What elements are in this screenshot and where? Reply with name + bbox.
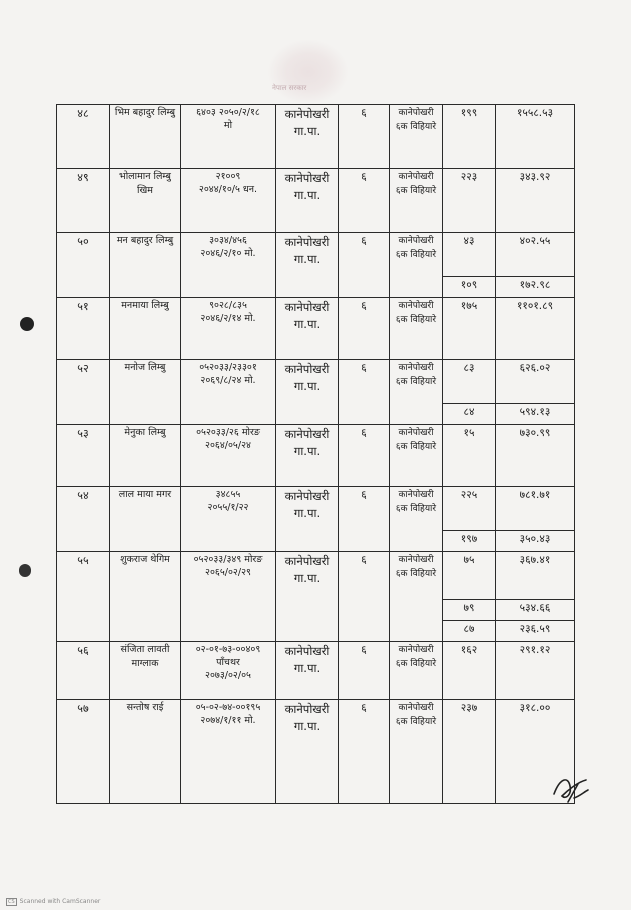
table-row — [57, 233, 575, 277]
location-line: कानेपोखरी — [398, 108, 434, 118]
owner-name-cell: शुकराज थेगिम — [110, 552, 181, 642]
citizenship-cell — [181, 233, 276, 298]
camscanner-badge: CS — [8, 899, 15, 905]
area-cell: १७२.९८ — [496, 277, 575, 298]
location-cell — [390, 233, 443, 298]
citizenship-line: २०६५/०२/२९ — [205, 567, 251, 578]
serial-number-cell: ४९ — [57, 169, 110, 233]
municipality-line: कानेपोखरी — [284, 702, 330, 716]
serial-number-cell: ५६ — [57, 642, 110, 700]
ward-cell: ६ — [339, 233, 390, 298]
parcel-number-cell: ८४ — [443, 404, 496, 425]
table-row — [57, 298, 575, 360]
location-line: कानेपोखरी — [398, 555, 434, 565]
location-line: कानेपोखरी — [398, 236, 434, 246]
location-line: ६क विहियारे — [395, 442, 437, 452]
citizenship-line: ०२-०१-७३-००४०९ — [195, 644, 261, 655]
municipality-cell — [276, 360, 339, 425]
municipality-line: गा.पा. — [293, 188, 321, 202]
citizenship-line: २०७३/०२/०५ — [205, 670, 251, 681]
municipality-line: कानेपोखरी — [284, 489, 330, 503]
citizenship-line: ०५२०३३/३४९ मोरङ — [193, 554, 263, 565]
government-seal-watermark — [268, 40, 348, 104]
citizenship-line: २०४४/१०/५ धन. — [198, 184, 258, 195]
serial-number-cell: ५५ — [57, 552, 110, 642]
owner-name-cell: भिम बहादुर लिम्बु — [110, 105, 181, 169]
citizenship-cell — [181, 642, 276, 700]
serial-number-cell: ५२ — [57, 360, 110, 425]
table-row — [57, 700, 575, 804]
municipality-line: गा.पा. — [293, 719, 321, 733]
citizenship-line: ६४०३ २०५०/२/१८ — [196, 107, 260, 118]
municipality-line: गा.पा. — [293, 571, 321, 585]
area-cell: ३५०.४३ — [496, 531, 575, 552]
location-line: ६क विहियारे — [395, 315, 437, 325]
citizenship-line: मो — [223, 120, 233, 131]
handwritten-signature — [548, 772, 592, 806]
municipality-line: कानेपोखरी — [284, 300, 330, 314]
municipality-line: गा.पा. — [293, 252, 321, 266]
citizenship-cell — [181, 298, 276, 360]
municipality-line: गा.पा. — [293, 506, 321, 520]
municipality-cell — [276, 298, 339, 360]
area-cell: ३४३.९२ — [496, 169, 575, 233]
owner-name-cell: लाल माया मगर — [110, 487, 181, 552]
municipality-cell — [276, 552, 339, 642]
owner-name-cell: संजिता लावती माग्लाक — [110, 642, 181, 700]
land-record-table — [56, 104, 575, 804]
location-cell — [390, 552, 443, 642]
location-cell — [390, 169, 443, 233]
citizenship-line: ०५२०३३/२३३०१ — [199, 362, 257, 373]
area-cell: ५९४.१३ — [496, 404, 575, 425]
owner-name-cell: भोलामान लिम्बु खिम — [110, 169, 181, 233]
citizenship-line: ३४८५५ — [215, 489, 241, 500]
citizenship-line: ०५-०२-७४-००१९५ — [195, 702, 261, 713]
municipality-line: कानेपोखरी — [284, 107, 330, 121]
area-cell: ७८१.७१ — [496, 487, 575, 531]
parcel-number-cell: १६२ — [443, 642, 496, 700]
parcel-number-cell: ८३ — [443, 360, 496, 404]
citizenship-line: २०७४/१/११ मो. — [200, 715, 256, 726]
table-row — [57, 552, 575, 600]
ward-cell: ६ — [339, 487, 390, 552]
ward-cell: ६ — [339, 105, 390, 169]
serial-number-cell: ५७ — [57, 700, 110, 804]
parcel-number-cell: २२३ — [443, 169, 496, 233]
parcel-number-cell: १५ — [443, 425, 496, 487]
municipality-cell — [276, 233, 339, 298]
serial-number-cell: ५४ — [57, 487, 110, 552]
owner-name-cell: मनोज लिम्बु — [110, 360, 181, 425]
municipality-cell — [276, 487, 339, 552]
citizenship-cell — [181, 360, 276, 425]
municipality-line: कानेपोखरी — [284, 235, 330, 249]
parcel-number-cell: २२५ — [443, 487, 496, 531]
location-line: ६क विहियारे — [395, 717, 437, 727]
serial-number-cell: ४८ — [57, 105, 110, 169]
ward-cell: ६ — [339, 642, 390, 700]
location-cell — [390, 642, 443, 700]
citizenship-line: २०६४/०५/२४ — [205, 440, 251, 451]
location-line: कानेपोखरी — [398, 490, 434, 500]
parcel-number-cell: १९७ — [443, 531, 496, 552]
citizenship-line: २०६९/८/२४ मो. — [200, 375, 256, 386]
table-row — [57, 360, 575, 404]
parcel-number-cell: १०९ — [443, 277, 496, 298]
area-cell: ३१८.०० — [496, 700, 575, 804]
citizenship-line: पाँचथर — [216, 657, 240, 668]
municipality-cell — [276, 642, 339, 700]
citizenship-cell — [181, 105, 276, 169]
municipality-line: कानेपोखरी — [284, 362, 330, 376]
citizenship-line: २१००९ — [215, 171, 241, 182]
location-line: कानेपोखरी — [398, 301, 434, 311]
table-row — [57, 487, 575, 531]
municipality-line: कानेपोखरी — [284, 171, 330, 185]
scanner-footer — [6, 898, 100, 906]
municipality-line: गा.पा. — [293, 661, 321, 675]
owner-name-cell: मेनुका लिम्बु — [110, 425, 181, 487]
serial-number-cell: ५३ — [57, 425, 110, 487]
citizenship-line: ३०३४/४५६ — [209, 235, 247, 246]
table-row — [57, 105, 575, 169]
location-line: ६क विहियारे — [395, 569, 437, 579]
location-line: ६क विहियारे — [395, 122, 437, 132]
serial-number-cell: ५१ — [57, 298, 110, 360]
location-line: ६क विहियारे — [395, 250, 437, 260]
ward-cell: ६ — [339, 552, 390, 642]
municipality-line: गा.पा. — [293, 317, 321, 331]
seal-text: नेपाल सरकार — [272, 84, 307, 92]
municipality-line: कानेपोखरी — [284, 427, 330, 441]
citizenship-line: ०५२०३३/२६ मोरङ — [196, 427, 260, 438]
punch-hole-mark — [20, 317, 34, 331]
parcel-number-cell: २३७ — [443, 700, 496, 804]
citizenship-line: ९०२८/८३५ — [209, 300, 247, 311]
location-cell — [390, 425, 443, 487]
municipality-line: गा.पा. — [293, 379, 321, 393]
location-line: कानेपोखरी — [398, 703, 434, 713]
parcel-number-cell: ७९ — [443, 600, 496, 621]
parcel-number-cell: ४३ — [443, 233, 496, 277]
area-cell: ४०२.५५ — [496, 233, 575, 277]
location-cell — [390, 105, 443, 169]
citizenship-cell — [181, 487, 276, 552]
location-line: ६क विहियारे — [395, 377, 437, 387]
scanner-footer-text: Scanned with CamScanner — [19, 898, 101, 905]
municipality-cell — [276, 425, 339, 487]
citizenship-cell — [181, 169, 276, 233]
location-line: ६क विहियारे — [395, 659, 437, 669]
parcel-number-cell: १७५ — [443, 298, 496, 360]
area-cell: ७३०.९९ — [496, 425, 575, 487]
municipality-cell — [276, 105, 339, 169]
citizenship-cell — [181, 552, 276, 642]
municipality-line: कानेपोखरी — [284, 554, 330, 568]
ward-cell: ६ — [339, 700, 390, 804]
municipality-line: गा.पा. — [293, 124, 321, 138]
citizenship-cell — [181, 700, 276, 804]
citizenship-line: २०४६/२/१० मो. — [200, 248, 256, 259]
citizenship-cell — [181, 425, 276, 487]
owner-name-cell: मनमाया लिम्बु — [110, 298, 181, 360]
parcel-number-cell: १९९ — [443, 105, 496, 169]
table-row — [57, 425, 575, 487]
location-cell — [390, 360, 443, 425]
location-cell — [390, 298, 443, 360]
ward-cell: ६ — [339, 298, 390, 360]
serial-number-cell: ५० — [57, 233, 110, 298]
location-line: ६क विहियारे — [395, 504, 437, 514]
municipality-cell — [276, 169, 339, 233]
municipality-line: गा.पा. — [293, 444, 321, 458]
area-cell: १५५८.५३ — [496, 105, 575, 169]
owner-name-cell: सन्तोष राई — [110, 700, 181, 804]
table-row — [57, 642, 575, 700]
owner-name-cell: मन बहादुर लिम्बु — [110, 233, 181, 298]
citizenship-line: २०५५/१/२२ — [207, 502, 249, 513]
location-line: ६क विहियारे — [395, 186, 437, 196]
location-line: कानेपोखरी — [398, 172, 434, 182]
area-cell: ११०१.८९ — [496, 298, 575, 360]
ward-cell: ६ — [339, 360, 390, 425]
municipality-cell — [276, 700, 339, 804]
table-row — [57, 169, 575, 233]
ward-cell: ६ — [339, 169, 390, 233]
location-line: कानेपोखरी — [398, 645, 434, 655]
parcel-number-cell: ८७ — [443, 621, 496, 642]
municipality-line: कानेपोखरी — [284, 644, 330, 658]
parcel-number-cell: ७५ — [443, 552, 496, 600]
area-cell: ३६७.४१ — [496, 552, 575, 600]
area-cell: २३६.५९ — [496, 621, 575, 642]
ward-cell: ६ — [339, 425, 390, 487]
location-line: कानेपोखरी — [398, 428, 434, 438]
area-cell: ६२६.०२ — [496, 360, 575, 404]
punch-hole-mark — [19, 564, 31, 577]
area-cell: ५३४.६६ — [496, 600, 575, 621]
location-cell — [390, 700, 443, 804]
location-cell — [390, 487, 443, 552]
location-line: कानेपोखरी — [398, 363, 434, 373]
area-cell: २९१.१२ — [496, 642, 575, 700]
citizenship-line: २०४६/२/१४ मो. — [200, 313, 256, 324]
